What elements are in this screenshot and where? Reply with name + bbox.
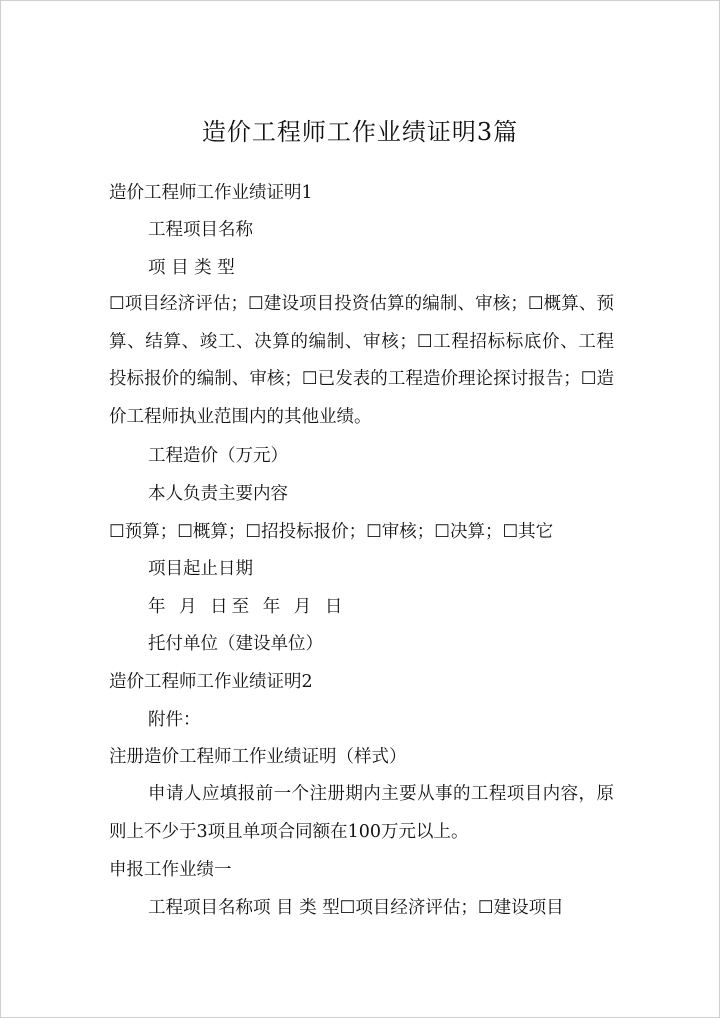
section-heading-2: 造价工程师工作业绩证明2 (109, 672, 313, 692)
field-client-unit: 托付单位（建设单位） (148, 634, 323, 654)
attachment-label: 附件： (148, 710, 201, 730)
date-range-template: 年 月 日至 年 月 日 (148, 597, 347, 617)
project-type-options: ☐项目经济评估；☐建设项目投资估算的编制、审核；☐概算、预算、结算、竣工、决算的编制、审核；☐工程招标标底价、工程投标报价的编制、审核；☐已发表的工程造价理论探讨报告；☐造价工程师执业范围内的其他业绩。 (109, 294, 614, 427)
field-main-responsibility: 本人负责主要内容 (148, 484, 288, 504)
field-project-type: 项 目 类 型 (148, 258, 235, 278)
performance-item-heading: 申报工作业绩一 (109, 860, 232, 880)
field-project-cost: 工程造价（万元） (148, 446, 288, 466)
responsibility-options: ☐预算；☐概算；☐招投标报价；☐审核；☐决算；☐其它 (109, 522, 554, 542)
sample-form-title: 注册造价工程师工作业绩证明（样式） (109, 747, 407, 767)
instruction-paragraph: 申请人应填报前一个注册期内主要从事的工程项目内容，原则上不少于3项且单项合同额在100万元以上。 (109, 784, 614, 842)
section-heading-1: 造价工程师工作业绩证明1 (109, 183, 313, 203)
field-project-name: 工程项目名称 (148, 220, 253, 240)
performance-item-fields: 工程项目名称项 目 类 型☐项目经济评估；☐建设项目 (148, 898, 564, 918)
document-title: 造价工程师工作业绩证明3篇 (201, 118, 519, 146)
field-project-dates: 项目起止日期 (148, 559, 253, 579)
